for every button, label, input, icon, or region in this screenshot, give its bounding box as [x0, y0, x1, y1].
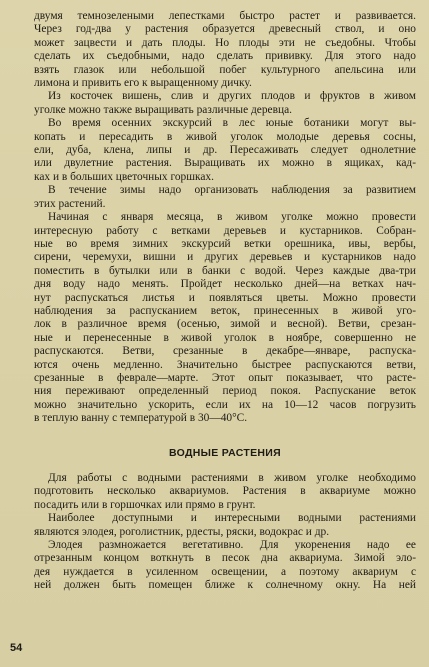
- paragraph-branches: [34, 211, 416, 426]
- text-line: сделать их съедобными, надо сделать прививку. Для этого надо: [34, 50, 416, 63]
- text-line: отрезанным концом воткнуть в песок дна аквариума. Зимой эло-: [34, 552, 416, 565]
- paragraph-winter-observations: [34, 184, 416, 211]
- text-line: ются очень медленно. Значительно быстрее распускаются ветви,: [34, 358, 416, 371]
- text-line: дея нуждается в усиленном освещении, а поэтому аквариум с: [34, 565, 416, 578]
- text-line: распускаются. Ветви, срезанные в декабре—январе, распуска-: [34, 345, 416, 358]
- text-line: поместить в бутылки или в банки с водой. Через каждые два-три: [34, 264, 416, 277]
- text-line: срезанные в феврале—марте. Этот опыт показывает, что расте-: [34, 371, 416, 384]
- text-line: ках и в больших цветочных горшках.: [34, 170, 214, 183]
- text-line: ные и перенесенные в живой уголок в ноябре, совершенно не: [34, 331, 416, 344]
- text-line: ния переживают определенный период покоя. Распускание веток: [34, 385, 416, 398]
- text-line: ели, дуба, клена, липы и др. Пересаживать следует однолетние: [34, 144, 416, 157]
- paragraph-continuation: [34, 10, 416, 90]
- text-line: может зацвести и дать плоды. Но плоды эти не съедобны. Чтобы: [34, 36, 416, 49]
- paragraph-aquariums: [34, 472, 416, 512]
- text-line: лок в различное время (осенью, зимой и весной). Ветви, срезан-: [34, 318, 416, 331]
- text-line: посадить или в горшочках или прямо в грунт.: [34, 498, 256, 511]
- text-line: в теплую ванну с температурой в 30—40°С.: [34, 412, 248, 425]
- text-line: ные во время зимних экскурсий ветки орешника, ивы, вербы,: [34, 237, 416, 250]
- paragraph-autumn-excursions: [34, 117, 416, 184]
- text-line: Начиная с января месяца, в живом уголке можно провести: [48, 211, 416, 224]
- text-line: наблюдения за распусканием веток, принесенных в живой уго-: [34, 304, 416, 317]
- text-line: уголке можно также выращивать различные деревца.: [34, 103, 292, 116]
- text-line: Элодея размножается вегетативно. Для укоренения надо ее: [48, 539, 416, 552]
- text-line: ней должен быть помещен ближе к солнечному окну. На ней: [34, 579, 416, 592]
- text-line: этих растений.: [34, 197, 106, 210]
- text-line: двумя темнозелеными лепестками быстро растет и развивается.: [34, 10, 416, 22]
- text-line: можно значительно ускорить, если их на 10—12 часов погрузить: [34, 398, 416, 411]
- text-line: дня воду надо менять. Пройдет несколько дней—на ветках нач-: [34, 278, 416, 291]
- paragraph-fruit-trees: [34, 90, 416, 117]
- text-line: Через год-два у растения образуется древесный ствол, и оно: [34, 23, 416, 36]
- text-line: Из косточек вишень, слив и других плодов и фруктов в живом: [48, 90, 416, 103]
- text-line: интересную работу с ветками деревьев и кустарников. Собран-: [34, 224, 416, 237]
- paragraph-water-plants: [34, 512, 416, 539]
- section-heading: ВОДНЫЕ РАСТЕНИЯ: [169, 446, 281, 459]
- text-line: являются элодея, роголистник, рдесты, ряски, водокрас и др.: [34, 525, 330, 538]
- text-line: или двулетние растения. Выращивать их можно в ящиках, кад-: [34, 157, 416, 170]
- text-line: сирени, черемухи, вишни и других деревьев и кустарников надо: [34, 251, 416, 264]
- text-line: Для работы с водными растениями в живом уголке необходимо: [48, 472, 416, 484]
- text-line: подготовить несколько аквариумов. Растения в аквариуме можно: [34, 485, 416, 498]
- paragraph-elodea: [34, 539, 416, 593]
- text-line: Во время осенних экскурсий в лес юные ботаники могут вы-: [48, 117, 416, 130]
- text-line: нут распускаться листья и появляться цветы. Можно провести: [34, 291, 416, 304]
- page-body-text: [34, 10, 416, 593]
- page-number: 54: [10, 642, 23, 654]
- text-line: взять глазок или небольшой побег культурного апельсина или: [34, 63, 416, 76]
- text-line: В течение зимы надо организовать наблюдения за развитием: [48, 184, 416, 197]
- text-line: лимона и привить его к выращенному дичку.: [34, 77, 252, 90]
- text-line: Наиболее доступными и интересными водными растениями: [48, 512, 416, 525]
- text-line: копать и пересадить в живой уголок молодые деревья сосны,: [34, 130, 416, 143]
